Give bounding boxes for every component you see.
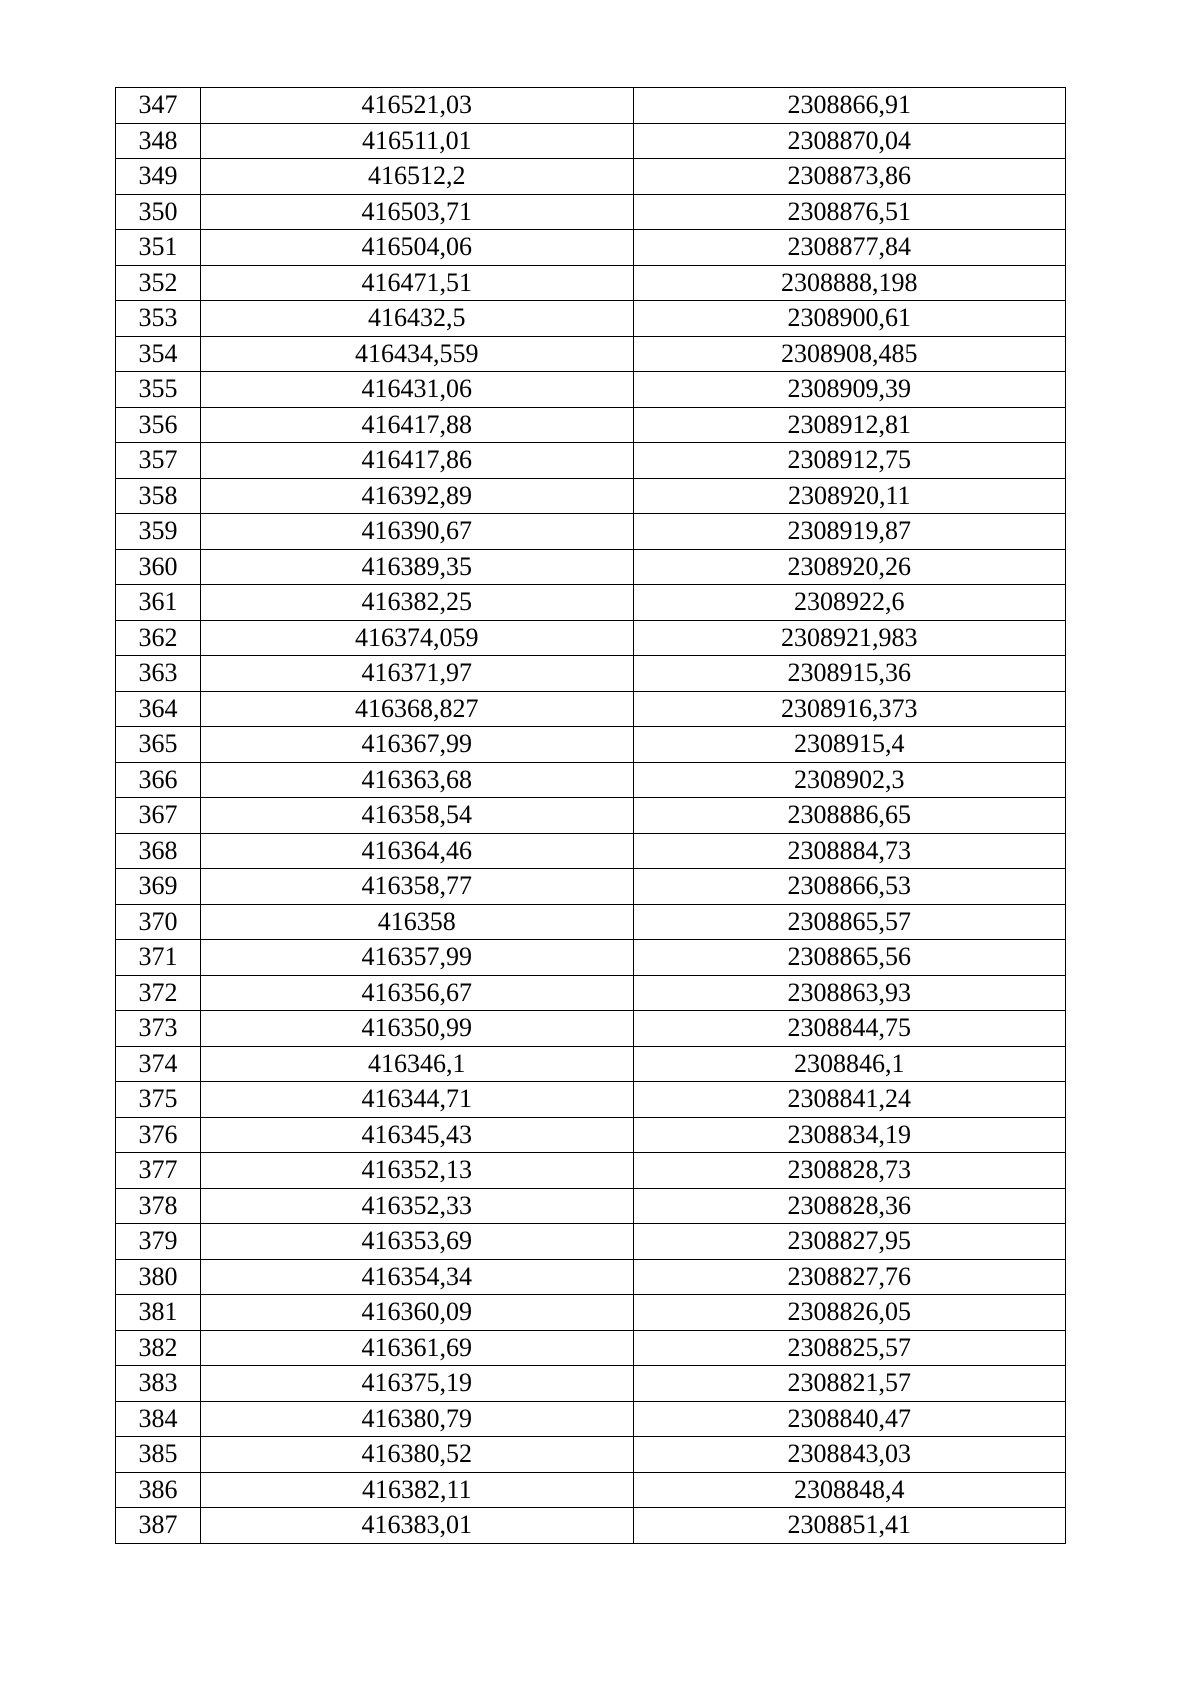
table-row	[116, 230, 1066, 266]
y-coordinate-cell: 2308922,6	[633, 585, 1065, 621]
y-coordinate-cell: 2308916,373	[633, 691, 1065, 727]
x-coordinate-cell: 416382,25	[201, 585, 633, 621]
point-number-cell: 353	[116, 301, 201, 337]
point-number-cell: 372	[116, 975, 201, 1011]
table-row	[116, 1472, 1066, 1508]
y-coordinate-cell: 2308915,4	[633, 727, 1065, 763]
table-row	[116, 88, 1066, 124]
table-row	[116, 833, 1066, 869]
table-row	[116, 1401, 1066, 1437]
point-number-cell: 362	[116, 620, 201, 656]
y-coordinate-cell: 2308908,485	[633, 336, 1065, 372]
x-coordinate-cell: 416358,54	[201, 798, 633, 834]
table-row	[116, 1330, 1066, 1366]
table-row	[116, 159, 1066, 195]
x-coordinate-cell: 416345,43	[201, 1117, 633, 1153]
y-coordinate-cell: 2308840,47	[633, 1401, 1065, 1437]
point-number-cell: 384	[116, 1401, 201, 1437]
y-coordinate-cell: 2308902,3	[633, 762, 1065, 798]
y-coordinate-cell: 2308827,76	[633, 1259, 1065, 1295]
x-coordinate-cell: 416358	[201, 904, 633, 940]
table-row	[116, 691, 1066, 727]
table-row	[116, 727, 1066, 763]
x-coordinate-cell: 416350,99	[201, 1011, 633, 1047]
point-number-cell: 351	[116, 230, 201, 266]
table-row	[116, 620, 1066, 656]
point-number-cell: 363	[116, 656, 201, 692]
point-number-cell: 352	[116, 265, 201, 301]
point-number-cell: 378	[116, 1188, 201, 1224]
point-number-cell: 369	[116, 869, 201, 905]
point-number-cell: 366	[116, 762, 201, 798]
y-coordinate-cell: 2308915,36	[633, 656, 1065, 692]
table-row	[116, 1046, 1066, 1082]
point-number-cell: 359	[116, 514, 201, 550]
table-row	[116, 1188, 1066, 1224]
table-row	[116, 372, 1066, 408]
x-coordinate-cell: 416354,34	[201, 1259, 633, 1295]
point-number-cell: 385	[116, 1437, 201, 1473]
x-coordinate-cell: 416432,5	[201, 301, 633, 337]
x-coordinate-cell: 416431,06	[201, 372, 633, 408]
table-row	[116, 1117, 1066, 1153]
x-coordinate-cell: 416380,79	[201, 1401, 633, 1437]
x-coordinate-cell: 416380,52	[201, 1437, 633, 1473]
x-coordinate-cell: 416511,01	[201, 123, 633, 159]
table-row	[116, 336, 1066, 372]
y-coordinate-cell: 2308863,93	[633, 975, 1065, 1011]
x-coordinate-cell: 416352,13	[201, 1153, 633, 1189]
point-number-cell: 380	[116, 1259, 201, 1295]
point-number-cell: 375	[116, 1082, 201, 1118]
y-coordinate-cell: 2308876,51	[633, 194, 1065, 230]
point-number-cell: 387	[116, 1508, 201, 1544]
point-number-cell: 379	[116, 1224, 201, 1260]
coordinates-table-body	[116, 88, 1066, 1544]
x-coordinate-cell: 416368,827	[201, 691, 633, 727]
table-row	[116, 123, 1066, 159]
point-number-cell: 358	[116, 478, 201, 514]
table-row	[116, 478, 1066, 514]
x-coordinate-cell: 416364,46	[201, 833, 633, 869]
x-coordinate-cell: 416367,99	[201, 727, 633, 763]
point-number-cell: 357	[116, 443, 201, 479]
y-coordinate-cell: 2308919,87	[633, 514, 1065, 550]
point-number-cell: 349	[116, 159, 201, 195]
point-number-cell: 376	[116, 1117, 201, 1153]
point-number-cell: 370	[116, 904, 201, 940]
x-coordinate-cell: 416371,97	[201, 656, 633, 692]
table-row	[116, 762, 1066, 798]
table-row	[116, 1153, 1066, 1189]
point-number-cell: 361	[116, 585, 201, 621]
table-row	[116, 407, 1066, 443]
y-coordinate-cell: 2308920,26	[633, 549, 1065, 585]
y-coordinate-cell: 2308826,05	[633, 1295, 1065, 1331]
point-number-cell: 371	[116, 940, 201, 976]
x-coordinate-cell: 416356,67	[201, 975, 633, 1011]
y-coordinate-cell: 2308886,65	[633, 798, 1065, 834]
y-coordinate-cell: 2308888,198	[633, 265, 1065, 301]
y-coordinate-cell: 2308865,57	[633, 904, 1065, 940]
x-coordinate-cell: 416352,33	[201, 1188, 633, 1224]
y-coordinate-cell: 2308834,19	[633, 1117, 1065, 1153]
point-number-cell: 354	[116, 336, 201, 372]
x-coordinate-cell: 416383,01	[201, 1508, 633, 1544]
table-row	[116, 1508, 1066, 1544]
x-coordinate-cell: 416521,03	[201, 88, 633, 124]
y-coordinate-cell: 2308841,24	[633, 1082, 1065, 1118]
x-coordinate-cell: 416374,059	[201, 620, 633, 656]
x-coordinate-cell: 416363,68	[201, 762, 633, 798]
y-coordinate-cell: 2308828,36	[633, 1188, 1065, 1224]
x-coordinate-cell: 416504,06	[201, 230, 633, 266]
y-coordinate-cell: 2308920,11	[633, 478, 1065, 514]
table-row	[116, 514, 1066, 550]
table-row	[116, 869, 1066, 905]
table-row	[116, 1259, 1066, 1295]
coordinates-table	[115, 87, 1066, 1544]
x-coordinate-cell: 416434,559	[201, 336, 633, 372]
point-number-cell: 365	[116, 727, 201, 763]
x-coordinate-cell: 416360,09	[201, 1295, 633, 1331]
table-row	[116, 1366, 1066, 1402]
point-number-cell: 356	[116, 407, 201, 443]
y-coordinate-cell: 2308912,75	[633, 443, 1065, 479]
point-number-cell: 347	[116, 88, 201, 124]
point-number-cell: 377	[116, 1153, 201, 1189]
y-coordinate-cell: 2308846,1	[633, 1046, 1065, 1082]
x-coordinate-cell: 416503,71	[201, 194, 633, 230]
table-row	[116, 1437, 1066, 1473]
x-coordinate-cell: 416471,51	[201, 265, 633, 301]
point-number-cell: 355	[116, 372, 201, 408]
table-row	[116, 585, 1066, 621]
y-coordinate-cell: 2308828,73	[633, 1153, 1065, 1189]
point-number-cell: 350	[116, 194, 201, 230]
x-coordinate-cell: 416417,88	[201, 407, 633, 443]
x-coordinate-cell: 416361,69	[201, 1330, 633, 1366]
x-coordinate-cell: 416344,71	[201, 1082, 633, 1118]
x-coordinate-cell: 416346,1	[201, 1046, 633, 1082]
point-number-cell: 368	[116, 833, 201, 869]
table-row	[116, 798, 1066, 834]
table-row	[116, 1082, 1066, 1118]
point-number-cell: 360	[116, 549, 201, 585]
x-coordinate-cell: 416390,67	[201, 514, 633, 550]
x-coordinate-cell: 416389,35	[201, 549, 633, 585]
y-coordinate-cell: 2308825,57	[633, 1330, 1065, 1366]
x-coordinate-cell: 416392,89	[201, 478, 633, 514]
point-number-cell: 374	[116, 1046, 201, 1082]
point-number-cell: 386	[116, 1472, 201, 1508]
y-coordinate-cell: 2308827,95	[633, 1224, 1065, 1260]
y-coordinate-cell: 2308884,73	[633, 833, 1065, 869]
y-coordinate-cell: 2308909,39	[633, 372, 1065, 408]
point-number-cell: 367	[116, 798, 201, 834]
x-coordinate-cell: 416382,11	[201, 1472, 633, 1508]
table-row	[116, 301, 1066, 337]
x-coordinate-cell: 416358,77	[201, 869, 633, 905]
y-coordinate-cell: 2308900,61	[633, 301, 1065, 337]
y-coordinate-cell: 2308844,75	[633, 1011, 1065, 1047]
table-row	[116, 1011, 1066, 1047]
y-coordinate-cell: 2308865,56	[633, 940, 1065, 976]
y-coordinate-cell: 2308921,983	[633, 620, 1065, 656]
table-row	[116, 656, 1066, 692]
x-coordinate-cell: 416375,19	[201, 1366, 633, 1402]
y-coordinate-cell: 2308866,53	[633, 869, 1065, 905]
point-number-cell: 373	[116, 1011, 201, 1047]
point-number-cell: 348	[116, 123, 201, 159]
table-row	[116, 443, 1066, 479]
x-coordinate-cell: 416357,99	[201, 940, 633, 976]
x-coordinate-cell: 416417,86	[201, 443, 633, 479]
table-row	[116, 1295, 1066, 1331]
point-number-cell: 382	[116, 1330, 201, 1366]
y-coordinate-cell: 2308851,41	[633, 1508, 1065, 1544]
y-coordinate-cell: 2308877,84	[633, 230, 1065, 266]
point-number-cell: 381	[116, 1295, 201, 1331]
table-row	[116, 265, 1066, 301]
y-coordinate-cell: 2308873,86	[633, 159, 1065, 195]
y-coordinate-cell: 2308870,04	[633, 123, 1065, 159]
table-row	[116, 975, 1066, 1011]
point-number-cell: 364	[116, 691, 201, 727]
table-row	[116, 194, 1066, 230]
x-coordinate-cell: 416353,69	[201, 1224, 633, 1260]
table-row	[116, 904, 1066, 940]
y-coordinate-cell: 2308848,4	[633, 1472, 1065, 1508]
table-row	[116, 940, 1066, 976]
table-row	[116, 549, 1066, 585]
x-coordinate-cell: 416512,2	[201, 159, 633, 195]
y-coordinate-cell: 2308912,81	[633, 407, 1065, 443]
y-coordinate-cell: 2308843,03	[633, 1437, 1065, 1473]
table-row	[116, 1224, 1066, 1260]
y-coordinate-cell: 2308821,57	[633, 1366, 1065, 1402]
point-number-cell: 383	[116, 1366, 201, 1402]
y-coordinate-cell: 2308866,91	[633, 88, 1065, 124]
